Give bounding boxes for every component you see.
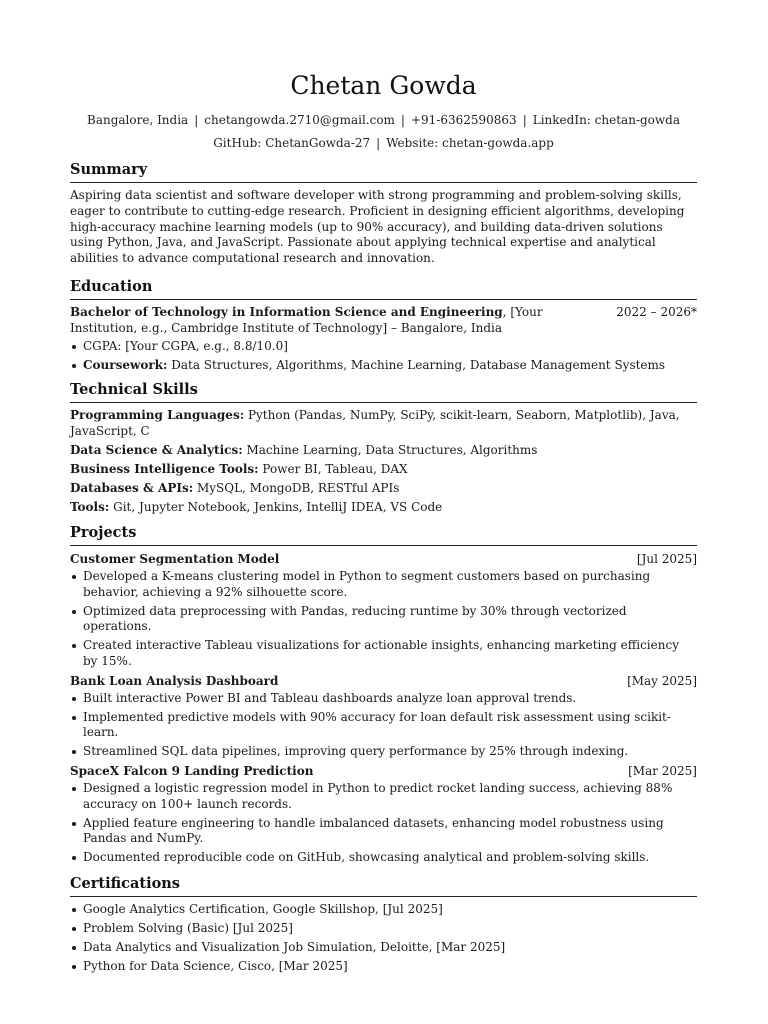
skills-list	[70, 408, 697, 515]
phone-text: +91-6362590863	[410, 113, 517, 127]
project-header	[70, 763, 697, 779]
list-item: Designed a logistic regression model in Python to predict rocket landing success, achieving 88% accuracy on 100+ launch records.	[70, 781, 697, 812]
project-date: [Mar 2025]	[628, 764, 697, 779]
skill-line-tools	[70, 500, 697, 516]
candidate-name: Chetan Gowda	[290, 71, 477, 100]
certifications-list	[70, 902, 697, 975]
skills-heading: Technical Skills	[70, 380, 697, 403]
skill-value: MySQL, MongoDB, RESTful APIs	[193, 480, 400, 495]
project-header	[70, 673, 697, 689]
skill-label: Databases & APIs:	[70, 480, 194, 495]
summary-text: Aspiring data scientist and software developer with strong programming and problem-solving skills, eager to contribute to cutting-edge research. Proficient in designing efficient algorithms, developing high-accuracy machine learning models (up to 90% accuracy), and building data-driven solutions using Python, Java, and JavaScript. Passionate about applying technical expertise and analytical abilities to advance computational research and innovation.	[70, 188, 685, 266]
website-link[interactable]: Website: chetan-gowda.app	[386, 136, 554, 150]
list-item: Streamlined SQL data pipelines, improving query performance by 25% through indexing.	[70, 744, 697, 760]
skill-label: Business Intelligence Tools:	[70, 461, 259, 476]
summary-heading: Summary	[70, 160, 697, 183]
list-item: Python for Data Science, Cisco, [Mar 2025]	[70, 959, 697, 975]
education-dates: 2022 – 2026*	[616, 304, 697, 319]
list-item: Problem Solving (Basic) [Jul 2025]	[70, 921, 697, 937]
separator: |	[400, 113, 405, 127]
skill-label: Tools:	[70, 499, 110, 514]
project-bullets	[70, 569, 697, 669]
skill-value: Power BI, Tableau, DAX	[258, 461, 408, 476]
separator: |	[522, 113, 527, 127]
cgpa-item: CGPA: [Your CGPA, e.g., 8.8/10.0]	[70, 339, 697, 355]
list-item: Built interactive Power BI and Tableau dashboards analyze loan approval trends.	[70, 691, 697, 707]
skill-line-bi-tools	[70, 462, 697, 478]
github-link[interactable]: GitHub: ChetanGowda-27	[213, 136, 371, 150]
list-item: Applied feature engineering to handle imbalanced datasets, enhancing model robustness using Pandas and NumPy.	[70, 816, 697, 847]
project-bullets	[70, 781, 697, 866]
project-date: [May 2025]	[627, 673, 697, 688]
projects-heading: Projects	[70, 523, 697, 546]
skill-value: Python (Pandas, NumPy, SciPy, scikit-learn, Seaborn, Matplotlib), Java, JavaScript, C	[70, 408, 680, 438]
certifications-heading: Certifications	[70, 874, 697, 897]
project-header	[70, 551, 697, 567]
list-item: Optimized data preprocessing with Pandas, reducing runtime by 30% through vectorized operations.	[70, 604, 697, 635]
project-bullets	[70, 691, 697, 760]
skill-value: Git, Jupyter Notebook, Jenkins, IntelliJ IDEA, VS Code	[109, 499, 443, 514]
skill-line-languages	[70, 408, 697, 439]
project-name: SpaceX Falcon 9 Landing Prediction	[70, 764, 314, 779]
education-heading: Education	[70, 277, 697, 300]
separator: |	[376, 136, 381, 150]
skill-line-databases	[70, 481, 697, 497]
skill-value: Machine Learning, Data Structures, Algorithms	[242, 442, 538, 457]
list-item: Google Analytics Certification, Google Skillshop, [Jul 2025]	[70, 902, 697, 918]
project-entry	[70, 551, 697, 669]
coursework-item	[70, 358, 697, 374]
degree-name: Bachelor of Technology in Information Science and Engineering	[70, 304, 503, 319]
project-entry	[70, 763, 697, 866]
resume-page	[70, 0, 697, 978]
education-entry	[70, 305, 697, 337]
coursework-list: Data Structures, Algorithms, Machine Learning, Database Management Systems	[167, 357, 666, 372]
project-date: [Jul 2025]	[636, 552, 697, 567]
project-name: Bank Loan Analysis Dashboard	[70, 673, 279, 688]
institution-name: , [Your Institution, e.g., Cambridge Institute of Technology] – Bangalore, India	[70, 304, 543, 335]
project-name: Customer Segmentation Model	[70, 552, 280, 567]
skill-label: Data Science & Analytics:	[70, 442, 243, 457]
coursework-label: Coursework:	[83, 357, 168, 372]
separator: |	[194, 113, 199, 127]
contact-line-2	[70, 135, 697, 151]
list-item: Created interactive Tableau visualizations for actionable insights, enhancing marketing efficiency by 15%.	[70, 638, 697, 669]
list-item: Data Analytics and Visualization Job Simulation, Deloitte, [Mar 2025]	[70, 940, 697, 956]
project-entry	[70, 673, 697, 760]
skill-label: Programming Languages:	[70, 408, 245, 423]
contact-line-1	[70, 112, 697, 128]
list-item: Implemented predictive models with 90% accuracy for loan default risk assessment using scikit-learn.	[70, 710, 697, 741]
email-link[interactable]: chetangowda.2710@gmail.com	[204, 113, 395, 127]
linkedin-link[interactable]: LinkedIn: chetan-gowda	[532, 113, 680, 127]
location-text: Bangalore, India	[87, 113, 189, 127]
education-degree-line	[70, 305, 604, 337]
skill-line-data-science	[70, 443, 697, 459]
list-item: Documented reproducible code on GitHub, showcasing analytical and problem-solving skills.	[70, 850, 697, 866]
education-details	[70, 339, 697, 374]
list-item: Developed a K-means clustering model in Python to segment customers based on purchasing behavior, achieving a 92% silhouette score.	[70, 569, 697, 600]
